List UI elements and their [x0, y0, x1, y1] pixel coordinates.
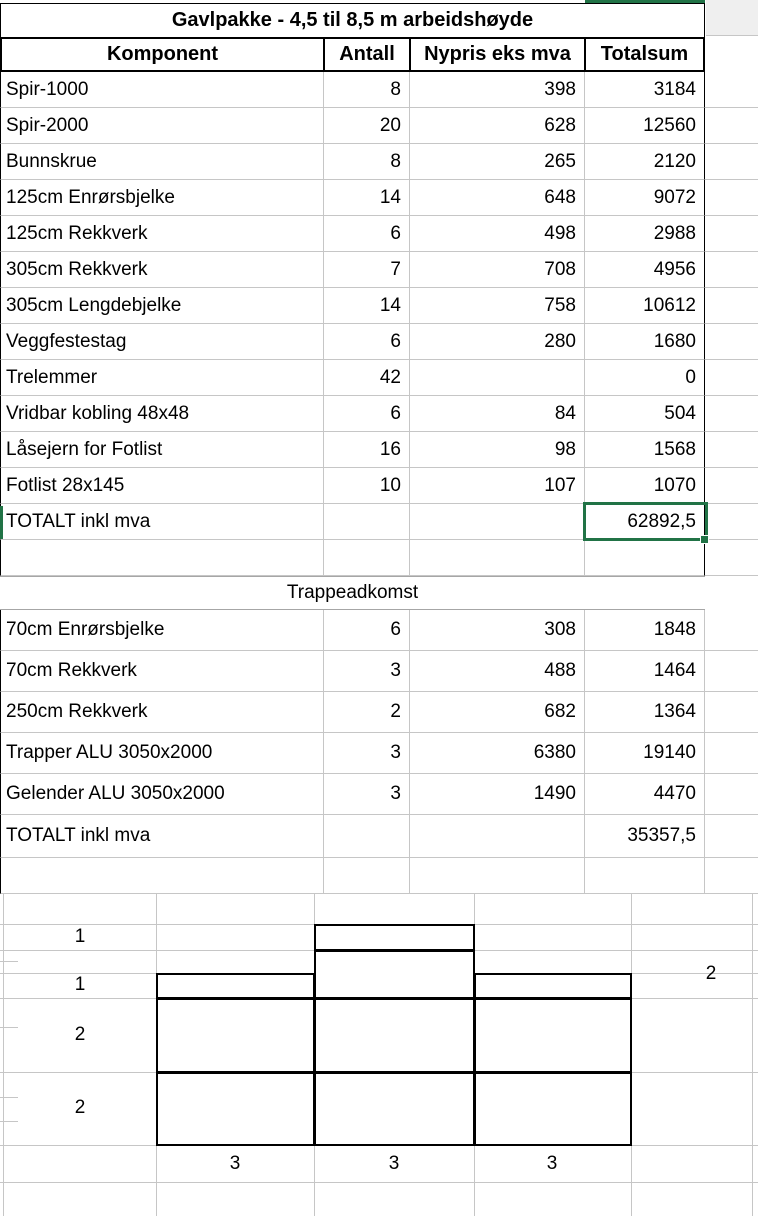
cell-antall[interactable] [324, 815, 410, 858]
cell-nypris[interactable]: 98 [410, 432, 585, 468]
cell-totalsum[interactable]: 1680 [585, 324, 705, 360]
cell-antall[interactable]: 6 [324, 396, 410, 432]
cell-totalsum[interactable] [585, 858, 705, 894]
cell-komponent[interactable]: 125cm Enrørsbjelke [0, 180, 324, 216]
cell-nypris[interactable]: 648 [410, 180, 585, 216]
table1-row [0, 108, 758, 144]
gridline [0, 1182, 758, 1183]
cell-totalsum[interactable]: 2988 [585, 216, 705, 252]
shaded-cell[interactable] [706, 0, 758, 36]
cell-antall[interactable]: 6 [324, 610, 410, 651]
cell-antall[interactable]: 6 [324, 324, 410, 360]
cell-totalsum[interactable] [585, 540, 705, 576]
diagram-label-left-1[interactable]: 1 [74, 926, 86, 947]
cell-totalsum[interactable]: 1848 [585, 610, 705, 651]
cell-nypris[interactable] [410, 815, 585, 858]
cell-komponent[interactable]: Vridbar kobling 48x48 [0, 396, 324, 432]
table1-row [0, 180, 758, 216]
cell-nypris[interactable]: 280 [410, 324, 585, 360]
cell-antall[interactable]: 2 [324, 692, 410, 733]
cell-totalsum[interactable]: 62892,5 [585, 504, 705, 540]
selection-fill-handle[interactable] [700, 535, 709, 544]
cell-antall[interactable]: 6 [324, 216, 410, 252]
sheet-cell-empty[interactable] [705, 504, 758, 540]
cell-totalsum[interactable]: 35357,5 [585, 815, 705, 858]
cell-komponent[interactable]: 70cm Enrørsbjelke [0, 610, 324, 651]
cell-nypris[interactable]: 708 [410, 252, 585, 288]
cell-nypris[interactable]: 628 [410, 108, 585, 144]
table2-title-cell[interactable]: Trappeadkomst [0, 576, 705, 610]
scaffold-box-bottom-center [314, 1072, 475, 1146]
cell-antall[interactable]: 3 [324, 651, 410, 692]
sheet-cell-empty[interactable] [705, 610, 758, 651]
sheet-cell-empty[interactable] [705, 72, 758, 108]
diagram-label-left-3[interactable]: 2 [74, 1024, 86, 1045]
header-antall[interactable]: Antall [325, 39, 411, 70]
table1-row [0, 72, 758, 108]
diagram-label-left-2[interactable]: 1 [74, 974, 86, 995]
cell-totalsum[interactable]: 1464 [585, 651, 705, 692]
sheet-cell-empty[interactable] [705, 468, 758, 504]
cell-komponent[interactable]: 305cm Rekkverk [0, 252, 324, 288]
cell-totalsum[interactable]: 12560 [585, 108, 705, 144]
cell-totalsum[interactable]: 1364 [585, 692, 705, 733]
table2-row [0, 610, 758, 651]
scaffold-box-top-cap [314, 924, 475, 951]
cell-nypris[interactable]: 398 [410, 72, 585, 108]
table1-row [0, 144, 758, 180]
table2-row [0, 815, 758, 858]
table1-row [0, 252, 758, 288]
cell-komponent[interactable]: 250cm Rekkverk [0, 692, 324, 733]
cell-komponent[interactable] [0, 858, 324, 894]
sheet-cell-empty[interactable] [705, 324, 758, 360]
diagram-label-left-4[interactable]: 2 [74, 1097, 86, 1118]
sheet-cell-empty[interactable] [705, 692, 758, 733]
table1-row [0, 396, 758, 432]
cell-komponent[interactable]: Låsejern for Fotlist [0, 432, 324, 468]
sheet-cell-empty[interactable] [705, 180, 758, 216]
gridline [752, 894, 753, 1216]
scaffold-box-top-mid [314, 950, 475, 999]
cell-antall[interactable]: 8 [324, 144, 410, 180]
cell-nypris[interactable] [410, 858, 585, 894]
empty-row [0, 858, 758, 894]
gridline [3, 894, 4, 1216]
cell-antall[interactable]: 42 [324, 360, 410, 396]
cell-komponent[interactable]: 70cm Rekkverk [0, 651, 324, 692]
cell-komponent[interactable]: Bunnskrue [0, 144, 324, 180]
scaffold-box-bottom-right [474, 1072, 632, 1146]
cell-nypris[interactable]: 84 [410, 396, 585, 432]
table1-row [0, 360, 758, 396]
diagram-label-bottom-3[interactable]: 3 [546, 1153, 558, 1174]
table1-row [0, 468, 758, 504]
cell-komponent[interactable]: TOTALT inkl mva [0, 815, 324, 858]
sheet-cell-empty[interactable] [705, 252, 758, 288]
table2-row [0, 651, 758, 692]
scaffold-box-mid-center [314, 998, 475, 1073]
cell-nypris[interactable]: 498 [410, 216, 585, 252]
cell-komponent[interactable]: Spir-2000 [0, 108, 324, 144]
cell-komponent[interactable]: Spir-1000 [0, 72, 324, 108]
cell-komponent[interactable]: TOTALT inkl mva [0, 504, 324, 540]
sheet-cell-empty[interactable] [705, 216, 758, 252]
table2-row [0, 733, 758, 774]
table1-title-cell[interactable]: Gavlpakke - 4,5 til 8,5 m arbeidshøyde [0, 3, 705, 37]
cell-antall[interactable]: 14 [324, 180, 410, 216]
table1-row [0, 432, 758, 468]
cell-nypris[interactable]: 308 [410, 610, 585, 651]
cell-komponent[interactable]: Veggfestestag [0, 324, 324, 360]
cell-totalsum[interactable]: 1070 [585, 468, 705, 504]
cell-antall[interactable] [324, 504, 410, 540]
sheet-cell-empty[interactable] [705, 360, 758, 396]
scaffold-box-mid-right [474, 998, 632, 1073]
scaffold-diagram [0, 894, 758, 1216]
diagram-label-bottom-1[interactable]: 3 [229, 1153, 241, 1174]
table1-row [0, 324, 758, 360]
sheet-cell-empty[interactable] [705, 815, 758, 858]
sheet-cell-empty[interactable] [705, 396, 758, 432]
cell-nypris[interactable]: 1490 [410, 774, 585, 815]
selected-cell-outline[interactable] [583, 502, 708, 541]
cell-antall[interactable]: 14 [324, 288, 410, 324]
cell-antall[interactable]: 3 [324, 733, 410, 774]
cell-antall[interactable]: 7 [324, 252, 410, 288]
cell-komponent[interactable]: Trelemmer [0, 360, 324, 396]
table1-row [0, 288, 758, 324]
cell-nypris[interactable]: 758 [410, 288, 585, 324]
empty-row [0, 540, 758, 576]
table2-row [0, 692, 758, 733]
cell-antall[interactable]: 16 [324, 432, 410, 468]
cell-totalsum[interactable]: 3184 [585, 72, 705, 108]
cell-antall[interactable]: 10 [324, 468, 410, 504]
header-nypris[interactable]: Nypris eks mva [411, 39, 586, 70]
cell-komponent[interactable]: Fotlist 28x145 [0, 468, 324, 504]
selection-border-left-fragment [0, 506, 3, 539]
sheet-cell-empty[interactable] [705, 651, 758, 692]
sheet-cell-empty[interactable] [705, 432, 758, 468]
cell-antall[interactable] [324, 540, 410, 576]
scaffold-box-bottom-left [156, 1072, 315, 1146]
cell-nypris[interactable]: 265 [410, 144, 585, 180]
cell-nypris[interactable]: 107 [410, 468, 585, 504]
diagram-label-bottom-2[interactable]: 3 [388, 1153, 400, 1174]
scaffold-box-mid-left [156, 998, 315, 1073]
cell-nypris[interactable]: 6380 [410, 733, 585, 774]
cell-komponent[interactable]: 125cm Rekkverk [0, 216, 324, 252]
table1-header-row [0, 37, 705, 72]
cell-totalsum[interactable]: 2120 [585, 144, 705, 180]
cell-komponent[interactable]: Gelender ALU 3050x2000 [0, 774, 324, 815]
cell-totalsum[interactable]: 0 [585, 360, 705, 396]
cell-antall[interactable]: 3 [324, 774, 410, 815]
sheet-cell-empty[interactable] [705, 733, 758, 774]
sheet-cell-empty[interactable] [705, 144, 758, 180]
cell-nypris[interactable]: 682 [410, 692, 585, 733]
cell-nypris[interactable] [410, 540, 585, 576]
scaffold-box-rail-right [474, 973, 632, 999]
diagram-label-right[interactable]: 2 [705, 963, 717, 984]
cell-komponent[interactable]: 305cm Lengdebjelke [0, 288, 324, 324]
cell-totalsum[interactable]: 4956 [585, 252, 705, 288]
cell-totalsum[interactable]: 4470 [585, 774, 705, 815]
cell-komponent[interactable] [0, 540, 324, 576]
scaffold-box-rail-left [156, 973, 315, 999]
cell-komponent[interactable]: Trapper ALU 3050x2000 [0, 733, 324, 774]
sheet-cell-empty[interactable] [705, 774, 758, 815]
header-totalsum[interactable]: Totalsum [600, 43, 689, 65]
cell-nypris[interactable] [410, 360, 585, 396]
cell-antall[interactable]: 8 [324, 72, 410, 108]
cell-nypris[interactable]: 488 [410, 651, 585, 692]
cell-totalsum[interactable]: 9072 [585, 180, 705, 216]
cell-nypris[interactable] [410, 504, 585, 540]
cell-totalsum[interactable]: 10612 [585, 288, 705, 324]
sheet-cell-empty[interactable] [705, 858, 758, 894]
cell-totalsum[interactable]: 19140 [585, 733, 705, 774]
sheet-cell-empty[interactable] [705, 288, 758, 324]
cell-totalsum[interactable]: 1568 [585, 432, 705, 468]
sheet-cell-empty[interactable] [705, 540, 758, 576]
cell-antall[interactable]: 20 [324, 108, 410, 144]
cell-antall[interactable] [324, 858, 410, 894]
cell-totalsum[interactable]: 504 [585, 396, 705, 432]
header-komponent[interactable]: Komponent [2, 39, 325, 70]
table2-row [0, 774, 758, 815]
table1-row [0, 216, 758, 252]
sheet-cell-empty[interactable] [705, 108, 758, 144]
